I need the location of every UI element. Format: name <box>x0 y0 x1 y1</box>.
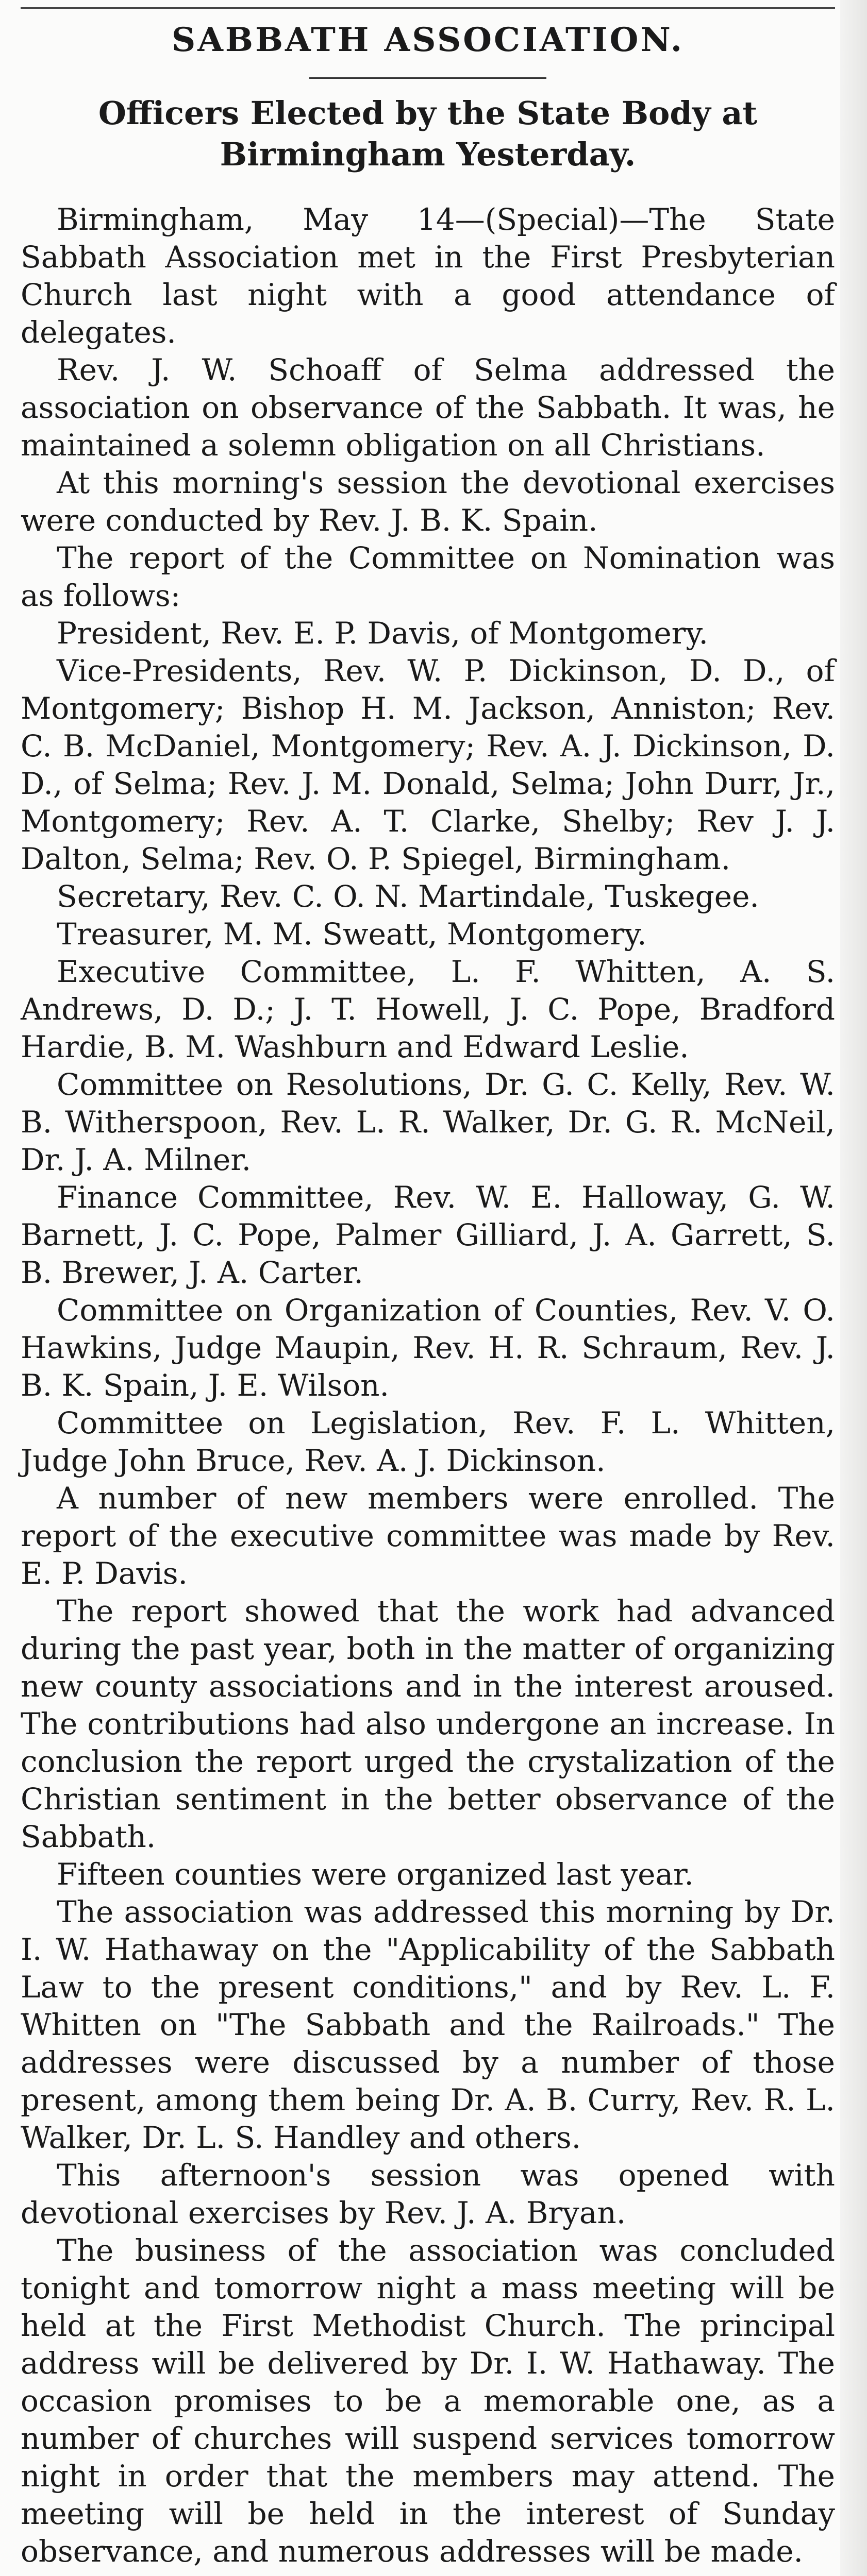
paragraph: Rev. J. W. Schoaff of Selma addressed the association on observance of the Sabbath. It was, he maintained a solemn obligation on all Christians. <box>21 352 835 463</box>
paragraph: The report showed that the work had advanced during the past year, both in the matter of organizing new county associations and in the interest aroused. The contributions had also undergone an increase. In conclusion the report urged the crystalization of the Christian sentiment in the better observance of the Sabbath. <box>21 1594 835 1854</box>
paragraph: A number of new members were enrolled. The report of the executive committee was made by Rev. E. P. Davis. <box>21 1481 835 1591</box>
paragraph: The business of the association was concluded tonight and tomorrow night a mass meeting will be held at the First Methodist Church. The principal address will be delivered by Dr. I. W. Hathaway. The occasion promises to be a memorable one, as a number of churches will suspend services tomorrow night in order that the members may attend. The meeting will be held in the interest of Sunday observance, and numerous addresses will be made. <box>21 2233 835 2569</box>
paragraph: Secretary, Rev. C. O. N. Martindale, Tuskegee. <box>57 879 759 914</box>
paragraph: Committee on Organization of Counties, Rev. V. O. Hawkins, Judge Maupin, Rev. H. R. Schraum, Rev. J. B. K. Spain, J. E. Wilson. <box>21 1293 835 1403</box>
paragraph: Birmingham, May 14—(Special)—The State Sabbath Association met in the First Presbyterian Church last night with a good attendance of delegates. <box>21 202 835 350</box>
adjacent-column-edge <box>840 0 867 2576</box>
paragraph: This afternoon's session was opened with devotional exercises by Rev. J. A. Bryan. <box>21 2158 835 2230</box>
article-headline: SABBATH ASSOCIATION. <box>171 21 685 59</box>
paragraph: Committee on Legislation, Rev. F. L. Whitten, Judge John Bruce, Rev. A. J. Dickinson. <box>21 1405 835 1478</box>
article-body <box>21 201 835 2570</box>
article-column <box>21 0 835 2576</box>
article-subheadline: Officers Elected by the State Body at Birmingham Yesterday. <box>98 94 758 173</box>
paragraph: Vice-Presidents, Rev. W. P. Dickinson, D. D., of Montgomery; Bishop H. M. Jackson, Anniston; Rev. C. B. McDaniel, Montgomery; Rev. A. J. Dickinson, D. D., of Selma; Rev. J. M. Donald, Selma; John Durr, Jr., Montgomery; Rev. A. T. Clarke, Shelby; Rev J. J. Dalton, Selma; Rev. O. P. Spiegel, Birmingham. <box>21 653 835 876</box>
paragraph: At this morning's session the devotional exercises were conducted by Rev. J. B. K. Spain. <box>21 465 835 538</box>
paragraph: Executive Committee, L. F. Whitten, A. S. Andrews, D. D.; J. T. Howell, J. C. Pope, Bradford Hardie, B. M. Washburn and Edward Leslie. <box>21 954 835 1064</box>
paragraph: Treasurer, M. M. Sweatt, Montgomery. <box>57 917 647 952</box>
top-rule <box>21 0 835 9</box>
headline-divider <box>309 77 546 79</box>
paragraph: The association was addressed this morning by Dr. I. W. Hathaway on the "Applicability of the Sabbath Law to the present conditions," and by Rev. L. F. Whitten on "The Sabbath and the Railroads." The addresses were discussed by a number of those present, among them being Dr. A. B. Curry, Rev. R. L. Walker, Dr. L. S. Handley and others. <box>21 1894 835 2155</box>
paragraph: President, Rev. E. P. Davis, of Montgomery. <box>57 616 708 651</box>
paragraph: Fifteen counties were organized last year. <box>57 1857 694 1892</box>
paragraph: Finance Committee, Rev. W. E. Halloway, G. W. Barnett, J. C. Pope, Palmer Gilliard, J. A. Garrett, S. B. Brewer, J. A. Carter. <box>21 1180 835 1290</box>
paragraph: Committee on Resolutions, Dr. G. C. Kelly, Rev. W. B. Witherspoon, Rev. L. R. Walker, Dr. G. R. McNeil, Dr. J. A. Milner. <box>21 1067 835 1177</box>
paragraph: The report of the Committee on Nomination was as follows: <box>21 540 835 613</box>
